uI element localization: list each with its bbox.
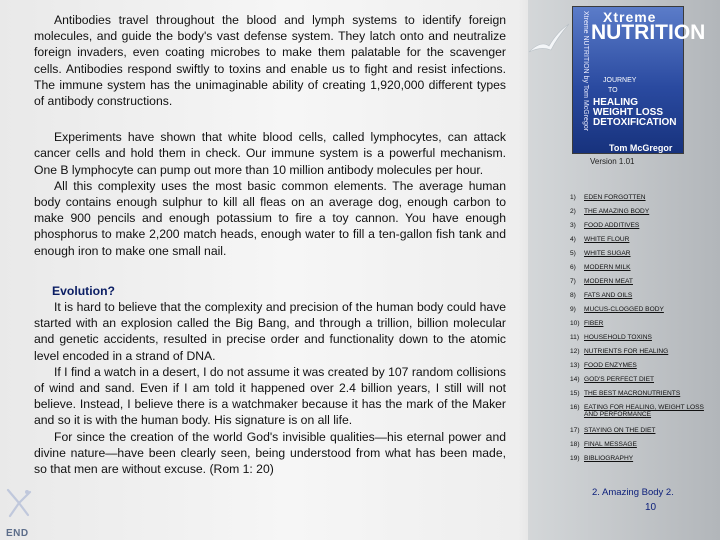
cover-title-xtreme: Xtreme bbox=[603, 9, 657, 25]
seagull-icon bbox=[527, 22, 571, 62]
main-content bbox=[34, 12, 506, 477]
toc-item-link[interactable]: FOOD ENZYMES bbox=[584, 362, 637, 369]
paragraph-romans: For since the creation of the world God's invisible qualities—his eternal power and divine nature—have been clearly seen, being understood from what has been made, so that men are without excuse. (Rom 1: 20) bbox=[34, 429, 506, 477]
toc-item-link[interactable]: STAYING ON THE DIET bbox=[584, 427, 656, 434]
toc-item-number: 19) bbox=[570, 455, 580, 462]
table-of-contents bbox=[570, 194, 710, 469]
toc-item-link[interactable]: FIBER bbox=[584, 320, 604, 327]
toc-item-link[interactable]: THE BEST MACRONUTRIENTS bbox=[584, 390, 681, 397]
paragraph-big-bang: It is hard to believe that the complexity and precision of the human body could have started with an explosion called the Big Bang, and through a trillion, billion molecular and genetic accidents, resulted in precise order and functionality down to the atomic level encoded in a strand of DNA. bbox=[34, 300, 506, 363]
cover-title-nutrition: NUTRITION bbox=[591, 21, 706, 44]
toc-item-link[interactable]: WHITE SUGAR bbox=[584, 250, 631, 257]
toc-item-number: 1) bbox=[570, 194, 576, 201]
toc-item[interactable] bbox=[570, 250, 710, 264]
toc-item[interactable] bbox=[570, 362, 710, 376]
section-footer-title: 2. Amazing Body 2. bbox=[592, 487, 674, 498]
page-number: 10 bbox=[645, 502, 657, 513]
cover-topics bbox=[593, 98, 677, 128]
toc-item-link[interactable]: EATING FOR HEALING, WEIGHT LOSS AND PERFORMANCE bbox=[584, 404, 704, 418]
toc-item-number: 2) bbox=[570, 208, 576, 215]
book-cover-image bbox=[572, 6, 706, 154]
toc-item[interactable] bbox=[570, 348, 710, 362]
toc-item[interactable] bbox=[570, 441, 710, 455]
toc-item[interactable] bbox=[570, 376, 710, 390]
toc-item[interactable] bbox=[570, 222, 710, 236]
paragraph-antibodies: Antibodies travel throughout the blood and lymph systems to identify foreign molecules, and guide the body's vast defense system. They latch onto and neutralize foreign invaders, even coating microbes to make them palatable for the scavenger cells. Antibodies respond swiftly to toxins and enable us to fight and resist infections. The immune system has the unimaginable ability of creating 1,920,000 different types of antibody constructions. bbox=[34, 13, 506, 109]
toc-item[interactable] bbox=[570, 208, 710, 222]
toc-item[interactable] bbox=[570, 390, 710, 404]
cover-topic-healing: HEALING bbox=[593, 97, 638, 108]
toc-item-number: 16) bbox=[570, 404, 580, 411]
toc-item[interactable] bbox=[570, 306, 710, 320]
toc-item[interactable] bbox=[570, 427, 710, 441]
toc-item-number: 3) bbox=[570, 222, 576, 229]
paragraph-watchmaker: If I find a watch in a desert, I do not assume it was created by 107 random collisions of wind and sand. Even if I am told it happened over 2.4 billion years, I still will not believe. Instead, I believe there is a watchmaker because it has the mark of the Maker and so it is with the human body. His signature is on all life. bbox=[34, 364, 506, 428]
toc-item-link[interactable]: THE AMAZING BODY bbox=[584, 208, 650, 215]
toc-item-number: 13) bbox=[570, 362, 580, 369]
cover-to: TO bbox=[608, 87, 618, 94]
cover-spine-text: Xtreme NUTRITION by Tom McGregor bbox=[582, 11, 589, 132]
toc-item-link[interactable]: MODERN MILK bbox=[584, 264, 631, 271]
toc-item-number: 9) bbox=[570, 306, 576, 313]
toc-item-link[interactable]: NUTRIENTS FOR HEALING bbox=[584, 348, 669, 355]
toc-item-link[interactable]: FOOD ADDITIVES bbox=[584, 222, 640, 229]
toc-item-number: 6) bbox=[570, 264, 576, 271]
toc-item-number: 15) bbox=[570, 390, 580, 397]
toc-item-link[interactable]: HOUSEHOLD TOXINS bbox=[584, 334, 652, 341]
toc-item[interactable] bbox=[570, 404, 710, 427]
x-logo-icon bbox=[4, 488, 34, 518]
toc-item-link[interactable]: MUCUS-CLOGGED BODY bbox=[584, 306, 664, 313]
toc-item-link[interactable]: BIBLIOGRAPHY bbox=[584, 455, 634, 462]
toc-item-number: 7) bbox=[570, 278, 576, 285]
toc-item-number: 18) bbox=[570, 441, 580, 448]
cover-author: Tom McGregor bbox=[609, 143, 673, 153]
paragraph-elements: All this complexity uses the most basic common elements. The average human body contains enough sulphur to kill all fleas on an average dog, enough carbon to make 900 pencils and enough potassium to fire a toy cannon. You have enough phosphorus to make 2,200 match heads, enough water to fill a ten-gallon fish tank and enough iron to make one small nail. bbox=[34, 178, 506, 258]
toc-item[interactable] bbox=[570, 278, 710, 292]
toc-item[interactable] bbox=[570, 264, 710, 278]
toc-item[interactable] bbox=[570, 236, 710, 250]
paragraph-lymphocytes: Experiments have shown that white blood cells, called lymphocytes, can attack cancer cells and hold them in check. Our immune system is a powerful mechanism. One B lymphocyte can pump out more than 10 million antibody molecules per hour. bbox=[34, 130, 506, 177]
toc-item[interactable] bbox=[570, 292, 710, 306]
toc-item-number: 17) bbox=[570, 427, 580, 434]
toc-item-number: 12) bbox=[570, 348, 580, 355]
toc-item[interactable] bbox=[570, 455, 710, 469]
toc-item-number: 4) bbox=[570, 236, 576, 243]
end-button[interactable]: END bbox=[6, 528, 29, 539]
toc-item-number: 10) bbox=[570, 320, 580, 327]
cover-topic-weight-loss: WEIGHT LOSS bbox=[593, 107, 663, 118]
toc-item-number: 11) bbox=[570, 334, 580, 341]
toc-item-link[interactable]: MODERN MEAT bbox=[584, 278, 633, 285]
version-label: Version 1.01 bbox=[590, 157, 635, 166]
toc-item-link[interactable]: FATS AND OILS bbox=[584, 292, 633, 299]
toc-item-link[interactable]: FINAL MESSAGE bbox=[584, 441, 637, 448]
toc-item-link[interactable]: WHITE FLOUR bbox=[584, 236, 630, 243]
toc-item[interactable] bbox=[570, 320, 710, 334]
cover-topic-detox: DETOXIFICATION bbox=[593, 117, 677, 128]
toc-item-number: 14) bbox=[570, 376, 580, 383]
toc-item-link[interactable]: GOD'S PERFECT DIET bbox=[584, 376, 655, 383]
toc-item[interactable] bbox=[570, 194, 710, 208]
toc-item-link[interactable]: EDEN FORGOTTEN bbox=[584, 194, 646, 201]
cover-journey: JOURNEY bbox=[603, 77, 637, 84]
toc-item[interactable] bbox=[570, 334, 710, 348]
toc-item-number: 8) bbox=[570, 292, 576, 299]
toc-item-number: 5) bbox=[570, 250, 576, 257]
section-heading-evolution: Evolution? bbox=[52, 283, 115, 298]
